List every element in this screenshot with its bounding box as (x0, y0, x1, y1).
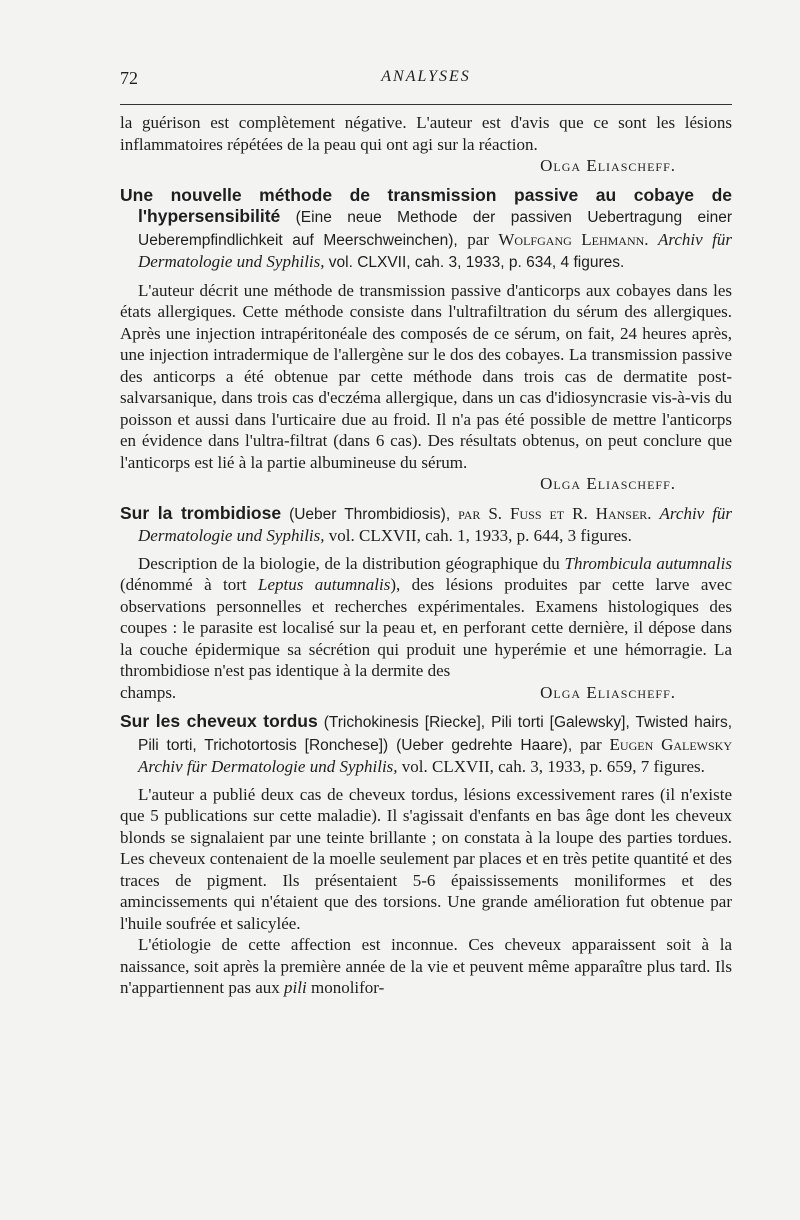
article-original-title: (Ueber Thrombidiosis), (289, 505, 451, 523)
article-journal: Archiv für Dermatologie und Syphilis, (138, 503, 733, 545)
article-author: par S. Fuss et R. Hanser. (458, 503, 652, 523)
article-author: Wolfgang Lehmann. (498, 229, 649, 249)
article-journal: Archiv für Dermatologie und Syphilis, (138, 229, 733, 271)
article-par: par (579, 734, 602, 754)
signature: Olga Eliascheff. (540, 682, 676, 702)
article-title: Une nouvelle méthode de transmission passive au cobaye de l'hypersensibilité (120, 184, 732, 226)
page-header (120, 66, 732, 96)
page-number: 72 (120, 68, 138, 88)
latin-term: pili (284, 978, 307, 997)
signature: Olga Eliascheff. (540, 156, 676, 175)
body-text: Description de la biologie, de la distribution géographique du (138, 553, 560, 573)
article-body (120, 553, 732, 682)
page-content (120, 112, 732, 999)
article-original-title: (Eine neue Methode der passiven Uebertragung einer Ueberempfindlichkeit auf Meerschweinchen), (138, 209, 733, 249)
article-body: L'auteur décrit une méthode de transmission passive d'anticorps aux cobayes dans les états allergiques. Cette méthode consiste dans l'ultrafiltration du sérum des allergiques. Après une injection intrapéritonéale des composés de ce sérum, on fait, 24 heures après, une injection intradermique de l'allergène sur le dos des cobayes. La transmission passive des anticorps a été obtenue par cette méthode dans trois cas de dermatite post-salvarsanique, dans trois cas d'eczéma allergique, dans un cas d'idiosyncrasie vis-à-vis du poisson et aussi dans l'urticaire due au froid. Il n'a pas été possible de mettre l'anticorps en évidence dans l'ultra-filtrat (dans 6 cas). Des résultats obtenus, on peut conclure que l'anticorps est lié à la partie albumineuse du sérum. (120, 280, 732, 472)
article-heading (120, 185, 732, 274)
article-reference: vol. CLXVII, cah. 3, 1933, p. 634, 4 figures. (328, 254, 625, 271)
article-reference: vol. CLXVII, cah. 1, 1933, p. 644, 3 figures. (328, 526, 632, 545)
header-rule (120, 104, 732, 105)
body-text: ), des lésions produites par cette larve avec observations personnelles et recherches expérimentales. Examens histologiques des coupes : le parasite est localisé sur la peau et, en perforant cette dernière, il dépose dans la couche épidermique sa sécrétion qui produit une hyperémie et une hémorragie. La thrombidiose n'est pas identique à la dermite des (120, 575, 733, 680)
article-reference: vol. CLXVII, cah. 3, 1933, p. 659, 7 figures. (401, 757, 705, 776)
article-title: Sur la trombidiose (120, 502, 282, 523)
running-title: ANALYSES (381, 68, 471, 85)
body-text: (dénommé à tort (120, 575, 247, 594)
article-heading (120, 503, 732, 547)
article-author: Eugen Galewsky (609, 734, 733, 754)
article-par: par (467, 229, 489, 249)
signature: Olga Eliascheff. (540, 474, 676, 493)
species-name: Thrombicula autumnalis (564, 553, 732, 573)
article-last-line (120, 682, 732, 704)
article-journal: Archiv für Dermatologie und Syphilis, (138, 757, 398, 776)
article-body: L'auteur a publié deux cas de cheveux tordus, lésions excessivement rares (il n'existe que 5 publications sur cette maladie). Il s'agissait d'enfants en bas âge dont les cheveux blonds se signalaient par une teinte brillante ; on constata à la loupe des parties tordues. Les cheveux contenaient de la moelle seulement par places et en très petite quantité et des traces de pigment. Ils présentaient 5-6 épaississements moniliformes et des amincissements qui n'étaient que des torsions. Une grande amélioration fut obtenue par l'huile soufrée et salicylée. (120, 784, 732, 933)
article-heading (120, 711, 732, 778)
article-body (120, 934, 732, 999)
body-text: monolifor- (310, 978, 385, 997)
body-text: L'étiologie de cette affection est inconnue. Ces cheveux apparaissent soit à la naissance, soit après la première année de la vie et peuvent même apparaître plus tard. Ils n'appartiennent pas aux (120, 935, 732, 997)
species-name: Leptus autumnalis (258, 575, 391, 594)
article-original-title: (Trichokinesis [Riecke], Pili torti [Galewsky], Twisted hairs, Pili torti, Trichotortosis [Ronchese]) (Ueber gedrehte Haare), (138, 714, 732, 754)
continued-paragraph: la guérison est complètement négative. L'auteur est d'avis que ce sont les lésions inflammatoires répétées de la peau qui ont agi sur la réaction. (120, 113, 732, 154)
body-text: champs. (120, 682, 177, 702)
article-title: Sur les cheveux tordus (120, 711, 318, 731)
